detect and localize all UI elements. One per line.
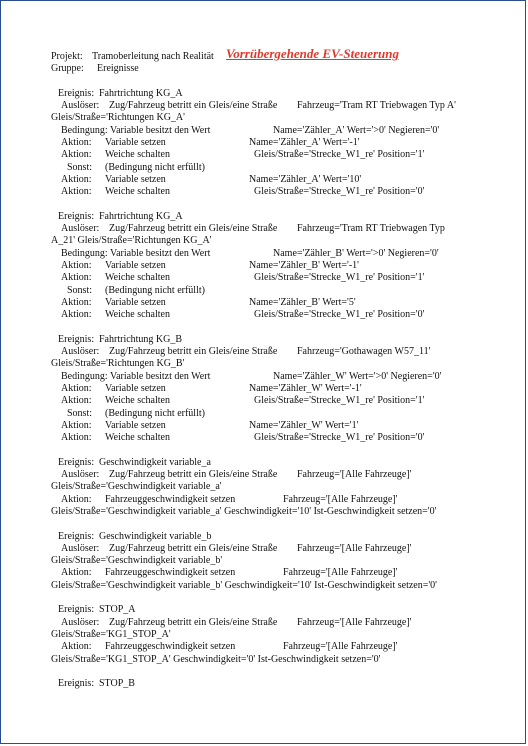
event-line-cell: Aktion: — [61, 309, 92, 321]
event-line-cell: Aktion: — [61, 493, 92, 505]
event-block — [51, 457, 501, 518]
event-spacer — [51, 518, 501, 530]
event-line — [51, 457, 501, 469]
event-line — [51, 112, 501, 124]
event-list — [51, 76, 501, 691]
event-line-cell: A_21' Gleis/Straße='Richtungen KG_A' — [51, 235, 212, 247]
event-line-cell: Aktion: — [61, 641, 92, 653]
event-line — [51, 334, 501, 346]
event-line — [51, 383, 501, 395]
event-line-cell: Aktion: — [61, 272, 92, 284]
event-line-cell: Gleis/Straße='Geschwindigkeit variable_a' — [51, 481, 222, 493]
event-line-cell: Name='Zähler_B' Wert='-1' — [249, 260, 359, 272]
event-line-cell: STOP_A — [99, 604, 136, 616]
event-line-cell: Ereignis: — [58, 604, 95, 616]
event-line-cell: Zug/Fahrzeug betritt ein Gleis/eine Straße — [109, 223, 278, 235]
event-spacer — [51, 322, 501, 334]
event-line-cell: Weiche schalten — [105, 432, 170, 444]
event-line-cell: Name='Zähler_A' Wert='>0' Negieren='0' — [273, 124, 440, 136]
event-line-cell: Gleis/Straße='Geschwindigkeit variable_a' Geschwindigkeit='10' Ist-Geschwindigkeit setzen='0' — [51, 505, 437, 517]
event-line-cell: Name='Zähler_A' Wert='10' — [249, 173, 362, 185]
event-line — [51, 580, 501, 592]
event-line-cell: Aktion: — [61, 173, 92, 185]
event-line-cell: Aktion: — [61, 432, 92, 444]
event-line-cell: Weiche schalten — [105, 309, 170, 321]
event-line-cell: Ereignis: — [58, 530, 95, 542]
event-line-cell: Variable setzen — [105, 137, 166, 149]
event-line — [51, 432, 501, 444]
event-line — [51, 272, 501, 284]
event-line-cell: Ereignis: — [58, 87, 95, 99]
group-name: Ereignisse — [97, 63, 139, 75]
event-line-cell: Fahrtrichtung KG_A — [99, 210, 183, 222]
event-line-cell: Weiche schalten — [105, 395, 170, 407]
event-line — [51, 629, 501, 641]
event-line-cell: Name='Zähler_B' Wert='5' — [249, 296, 356, 308]
event-line-cell: Auslöser: — [61, 223, 100, 235]
event-line-cell: Aktion: — [61, 567, 92, 579]
event-line-cell: Gleis/Straße='KG1_STOP_A' Geschwindigkeit='0' Ist-Geschwindigkeit setzen='0' — [51, 653, 381, 665]
event-line — [51, 100, 501, 112]
event-line — [51, 420, 501, 432]
event-line-cell: Fahrzeug='[Alle Fahrzeuge]' — [283, 641, 398, 653]
event-line — [51, 211, 501, 223]
event-line-cell: Ereignis: — [58, 333, 95, 345]
event-line-cell: Gleis/Straße='Geschwindigkeit variable_b' — [51, 555, 223, 567]
event-line-cell: (Bedingung nicht erfüllt) — [105, 284, 205, 296]
event-block — [51, 88, 501, 199]
event-line — [51, 223, 501, 235]
event-line-cell: Weiche schalten — [105, 149, 170, 161]
event-spacer — [51, 666, 501, 678]
event-line-cell: Gleis/Straße='Strecke_W1_re' Position='0' — [254, 309, 425, 321]
event-line-cell: Auslöser: — [61, 616, 100, 628]
event-line-cell: Aktion: — [61, 149, 92, 161]
event-line — [51, 531, 501, 543]
event-line-cell: Gleis/Straße='Strecke_W1_re' Position='1' — [254, 272, 425, 284]
event-line-cell: Sonst: — [67, 407, 93, 419]
event-line-cell: Name='Zähler_W' Wert='-1' — [249, 383, 362, 395]
event-line-cell: Zug/Fahrzeug betritt ein Gleis/eine Straße — [109, 469, 278, 481]
event-line-cell: Zug/Fahrzeug betritt ein Gleis/eine Straße — [109, 616, 278, 628]
event-line — [51, 358, 501, 370]
event-line — [51, 617, 501, 629]
event-line — [51, 408, 501, 420]
event-line-cell: Fahrzeug='[Alle Fahrzeuge]' — [283, 567, 398, 579]
event-block — [51, 211, 501, 322]
event-line-cell: Ereignis: — [58, 210, 95, 222]
group-label: Gruppe: — [51, 63, 84, 75]
event-line — [51, 494, 501, 506]
event-line-cell: Geschwindigkeit variable_a — [99, 456, 211, 468]
event-line-cell: Auslöser: — [61, 346, 100, 358]
event-line-cell: Zug/Fahrzeug betritt ein Gleis/eine Straße — [109, 346, 278, 358]
event-line — [51, 469, 501, 481]
event-line-cell: Zug/Fahrzeug betritt ein Gleis/eine Straße — [109, 542, 278, 554]
event-block — [51, 678, 501, 690]
event-line-cell: Ereignis: — [58, 456, 95, 468]
event-line-cell: Gleis/Straße='Richtungen KG_A' — [51, 112, 185, 124]
event-line-cell: Bedingung: Variable besitzt den Wert — [61, 370, 211, 382]
event-line-cell: Aktion: — [61, 383, 92, 395]
event-block — [51, 604, 501, 665]
event-line — [51, 88, 501, 100]
event-line — [51, 309, 501, 321]
event-spacer — [51, 592, 501, 604]
event-line — [51, 285, 501, 297]
event-line — [51, 137, 501, 149]
event-line-cell: Gleis/Straße='Strecke_W1_re' Position='0' — [254, 186, 425, 198]
event-line-cell: Fahrtrichtung KG_A — [99, 87, 183, 99]
event-line-cell: (Bedingung nicht erfüllt) — [105, 161, 205, 173]
event-line — [51, 125, 501, 137]
event-line — [51, 481, 501, 493]
event-line — [51, 395, 501, 407]
event-line-cell: Sonst: — [67, 161, 93, 173]
event-spacer — [51, 76, 501, 88]
event-line-cell: Aktion: — [61, 395, 92, 407]
event-line — [51, 604, 501, 616]
event-line-cell: Weiche schalten — [105, 186, 170, 198]
project-name: Tramoberleitung nach Realität — [92, 51, 214, 62]
event-line-cell: Name='Zähler_A' Wert='-1' — [249, 137, 360, 149]
group-line — [51, 63, 501, 75]
event-line — [51, 654, 501, 666]
event-line-cell: Gleis/Straße='Richtungen KG_B' — [51, 358, 185, 370]
event-line-cell: Gleis/Straße='Strecke_W1_re' Position='0' — [254, 432, 425, 444]
event-line — [51, 543, 501, 555]
event-spacer — [51, 445, 501, 457]
event-line — [51, 297, 501, 309]
event-line-cell: Bedingung: Variable besitzt den Wert — [61, 124, 211, 136]
event-line-cell: Fahrzeug='[Alle Fahrzeuge]' — [283, 493, 398, 505]
event-line-cell: Fahrzeug='Tram RT Triebwagen Typ A' — [297, 100, 456, 112]
event-line — [51, 506, 501, 518]
event-line-cell: Fahrzeug='Gothawagen W57_11' — [297, 346, 431, 358]
document-content — [51, 46, 501, 690]
event-line — [51, 555, 501, 567]
event-line-cell: Aktion: — [61, 260, 92, 272]
event-line-cell: Fahrtrichtung KG_B — [99, 333, 183, 345]
event-line-cell: Gleis/Straße='Strecke_W1_re' Position='1' — [254, 395, 425, 407]
event-line-cell: Auslöser: — [61, 100, 100, 112]
event-line-cell: Aktion: — [61, 186, 92, 198]
event-line-cell: Fahrzeug='[Alle Fahrzeuge]' — [297, 616, 412, 628]
event-line — [51, 346, 501, 358]
event-line-cell: Auslöser: — [61, 542, 100, 554]
event-line-cell: Geschwindigkeit variable_b — [99, 530, 212, 542]
event-line-cell: Fahrzeug='Tram RT Triebwagen Typ — [297, 223, 445, 235]
event-line-cell: Aktion: — [61, 296, 92, 308]
event-line-cell: Fahrzeug='[Alle Fahrzeuge]' — [297, 469, 412, 481]
event-line — [51, 186, 501, 198]
event-block — [51, 334, 501, 445]
event-line — [51, 235, 501, 247]
event-line-cell: Gleis/Straße='KG1_STOP_A' — [51, 628, 171, 640]
event-line-cell: Ereignis: — [58, 678, 95, 690]
event-block — [51, 531, 501, 592]
event-line-cell: Variable setzen — [105, 296, 166, 308]
event-line-cell: Gleis/Straße='Strecke_W1_re' Position='1' — [254, 149, 425, 161]
event-line-cell: Variable setzen — [105, 260, 166, 272]
event-line-cell: (Bedingung nicht erfüllt) — [105, 407, 205, 419]
event-line — [51, 371, 501, 383]
event-line-cell: Name='Zähler_W' Wert='1' — [249, 419, 359, 431]
event-line-cell: Gleis/Straße='Geschwindigkeit variable_b' Geschwindigkeit='10' Ist-Geschwindigkeit setzen='0' — [51, 579, 437, 591]
project-label: Projekt: — [51, 51, 83, 62]
event-line-cell: Variable setzen — [105, 383, 166, 395]
event-line-cell: Aktion: — [61, 419, 92, 431]
event-line-cell: Variable setzen — [105, 419, 166, 431]
event-line-cell: Bedingung: Variable besitzt den Wert — [61, 247, 211, 259]
event-line — [51, 248, 501, 260]
project-title: Vorrübergehende EV-Steuerung — [226, 46, 400, 61]
event-line — [51, 567, 501, 579]
event-line-cell: Fahrzeuggeschwindigkeit setzen — [105, 493, 236, 505]
event-line-cell: Name='Zähler_B' Wert='>0' Negieren='0' — [273, 247, 439, 259]
event-line-cell: STOP_B — [99, 678, 135, 690]
project-line — [51, 46, 501, 63]
event-spacer — [51, 199, 501, 211]
event-line-cell: Fahrzeuggeschwindigkeit setzen — [105, 567, 236, 579]
event-line — [51, 149, 501, 161]
event-line — [51, 678, 501, 690]
event-line-cell: Sonst: — [67, 284, 93, 296]
event-line — [51, 260, 501, 272]
event-line-cell: Weiche schalten — [105, 272, 170, 284]
event-line-cell: Fahrzeug='[Alle Fahrzeuge]' — [297, 542, 412, 554]
event-line-cell: Aktion: — [61, 137, 92, 149]
event-line — [51, 162, 501, 174]
event-line-cell: Zug/Fahrzeug betritt ein Gleis/eine Straße — [109, 100, 278, 112]
event-line — [51, 641, 501, 653]
event-line-cell: Name='Zähler_W' Wert='>0' Negieren='0' — [273, 370, 442, 382]
event-line — [51, 174, 501, 186]
event-line-cell: Variable setzen — [105, 173, 166, 185]
event-line-cell: Fahrzeuggeschwindigkeit setzen — [105, 641, 236, 653]
event-line-cell: Auslöser: — [61, 469, 100, 481]
